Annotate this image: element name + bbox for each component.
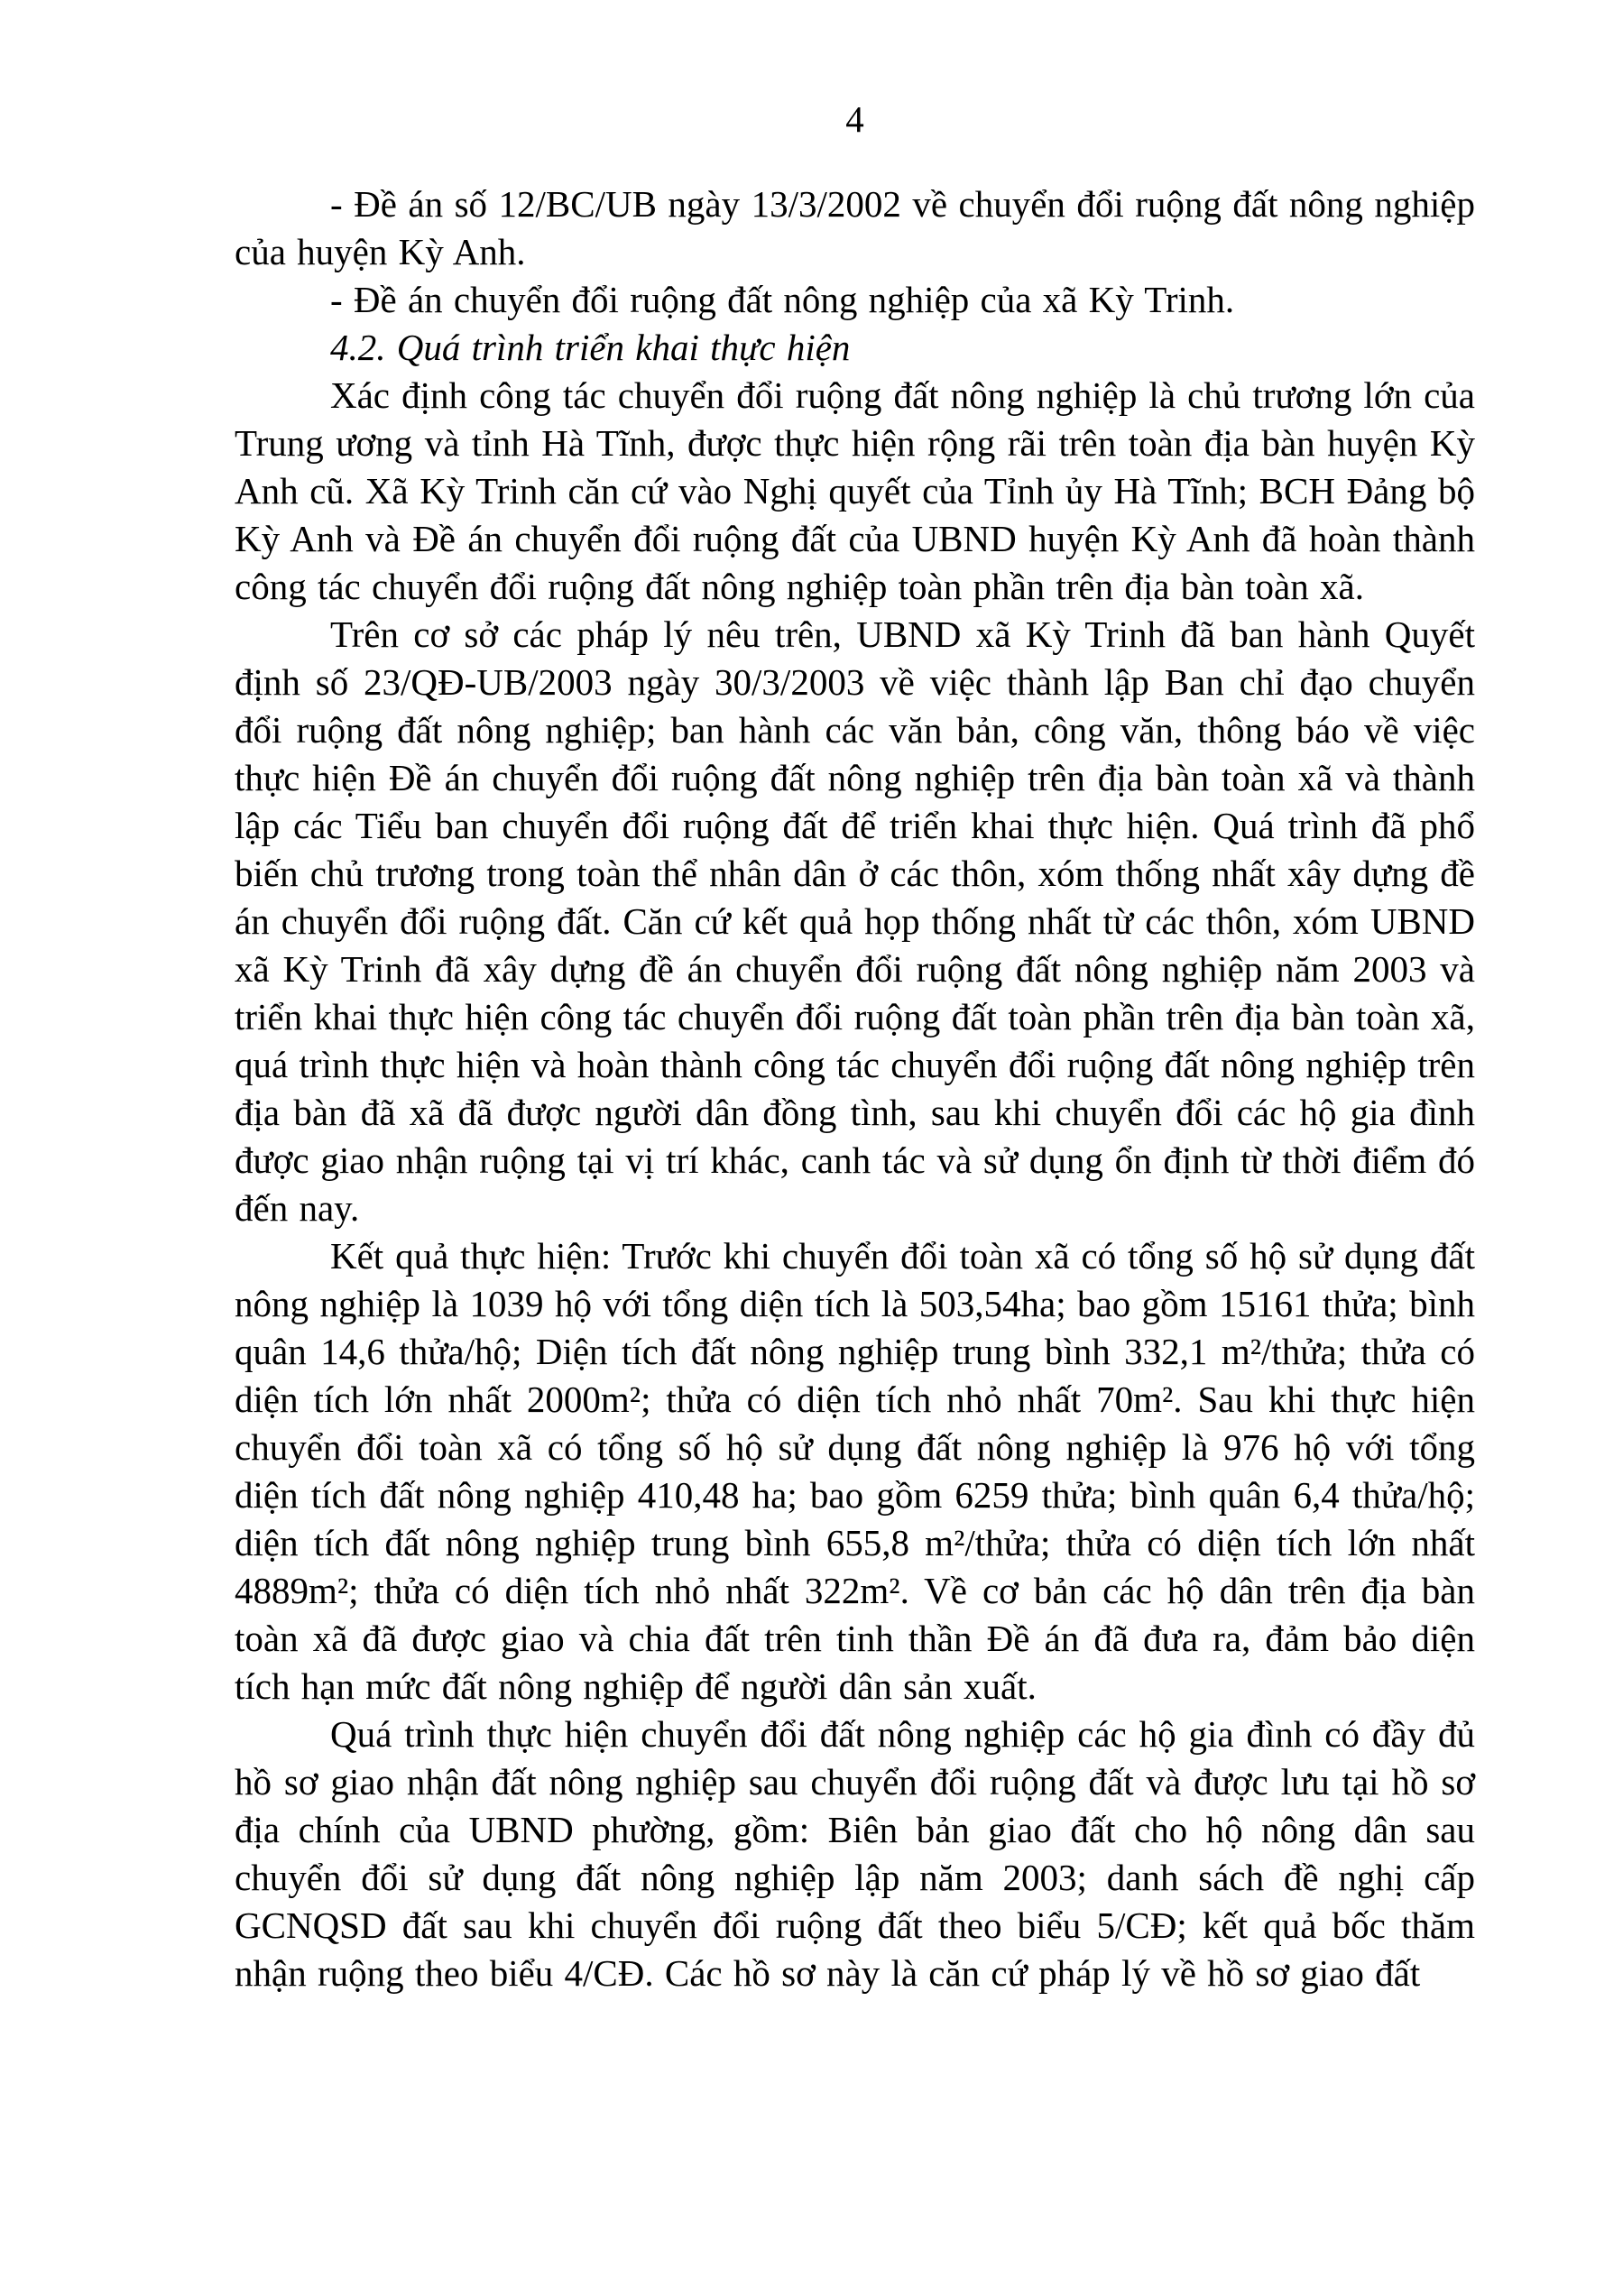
- section-heading-4-2: 4.2. Quá trình triển khai thực hiện: [330, 327, 851, 368]
- paragraph-ket-qua-thuc-hien: Kết quả thực hiện: Trước khi chuyển đổi toàn xã có tổng số hộ sử dụng đất nông nghiệp là 1039 hộ với tổng diện tích là 503,54ha; bao gồm 15161 thửa; bình quân 14,6 thửa/hộ; Diện tích đất nông nghiệp trung bình 332,1 m²/thửa; thửa có diện tích lớn nhất 2000m²; thửa có diện tích nhỏ nhất 70m². Sau khi thực hiện chuyển đổi toàn xã có tổng số hộ sử dụng đất nông nghiệp là 976 hộ với tổng diện tích đất nông nghiệp 410,48 ha; bao gồm 6259 thửa; bình quân 6,4 thửa/hộ; diện tích đất nông nghiệp trung bình 655,8 m²/thửa; thửa có diện tích lớn nhất 4889m²; thửa có diện tích nhỏ nhất 322m². Về cơ bản các hộ dân trên địa bàn toàn xã đã được giao và chia đất trên tinh thần Đề án đã đưa ra, đảm bảo diện tích hạn mức đất nông nghiệp để người dân sản xuất.: [235, 1235, 1475, 1707]
- paragraph-ho-so-giao-nhan: Quá trình thực hiện chuyển đổi đất nông nghiệp các hộ gia đình có đầy đủ hồ sơ giao nhận đất nông nghiệp sau chuyển đổi ruộng đất và được lưu tại hồ sơ địa chính của UBND phường, gồm: Biên bản giao đất cho hộ nông dân sau chuyển đổi sử dụng đất nông nghiệp lập năm 2003; danh sách đề nghị cấp GCNQSD đất sau khi chuyển đổi ruộng đất theo biểu 5/CĐ; kết quả bốc thăm nhận ruộng theo biểu 4/CĐ. Các hồ sơ này là căn cứ pháp lý về hồ sơ giao đất: [235, 1713, 1475, 1994]
- page-number: 4: [845, 98, 864, 140]
- paragraph-de-an-xa-ky-trinh: - Đề án chuyển đổi ruộng đất nông nghiệp của xã Kỳ Trinh.: [330, 279, 1235, 320]
- document-body: [235, 180, 1475, 1997]
- paragraph-tren-co-so-phap-ly: Trên cơ sở các pháp lý nêu trên, UBND xã Kỳ Trinh đã ban hành Quyết định số 23/QĐ-UB/2003 ngày 30/3/2003 về việc thành lập Ban chỉ đạo chuyển đổi ruộng đất nông nghiệp; ban hành các văn bản, công văn, thông báo về việc thực hiện Đề án chuyển đổi ruộng đất nông nghiệp trên địa bàn toàn xã và thành lập các Tiểu ban chuyển đổi ruộng đất để triển khai thực hiện. Quá trình đã phổ biến chủ trương trong toàn thể nhân dân ở các thôn, xóm thống nhất xây dựng đề án chuyển đổi ruộng đất. Căn cứ kết quả họp thống nhất từ các thôn, xóm UBND xã Kỳ Trinh đã xây dựng đề án chuyển đổi ruộng đất nông nghiệp năm 2003 và triển khai thực hiện công tác chuyển đổi ruộng đất toàn phần trên địa bàn toàn xã, quá trình thực hiện và hoàn thành công tác chuyển đổi ruộng đất nông nghiệp trên địa bàn đã xã đã được người dân đồng tình, sau khi chuyển đổi các hộ gia đình được giao nhận ruộng tại vị trí khác, canh tác và sử dụng ổn định từ thời điểm đó đến nay.: [235, 613, 1475, 1229]
- paragraph-xac-dinh-cong-tac: Xác định công tác chuyển đổi ruộng đất nông nghiệp là chủ trương lớn của Trung ương và tỉnh Hà Tĩnh, được thực hiện rộng rãi trên toàn địa bàn huyện Kỳ Anh cũ. Xã Kỳ Trinh căn cứ vào Nghị quyết của Tỉnh ủy Hà Tĩnh; BCH Đảng bộ Kỳ Anh và Đề án chuyển đổi ruộng đất của UBND huyện Kỳ Anh đã hoàn thành công tác chuyển đổi ruộng đất nông nghiệp toàn phần trên địa bàn toàn xã.: [235, 374, 1475, 607]
- paragraph-de-an-huyen-ky-anh: - Đề án số 12/BC/UB ngày 13/3/2002 về chuyển đổi ruộng đất nông nghiệp của huyện Kỳ Anh.: [235, 183, 1475, 272]
